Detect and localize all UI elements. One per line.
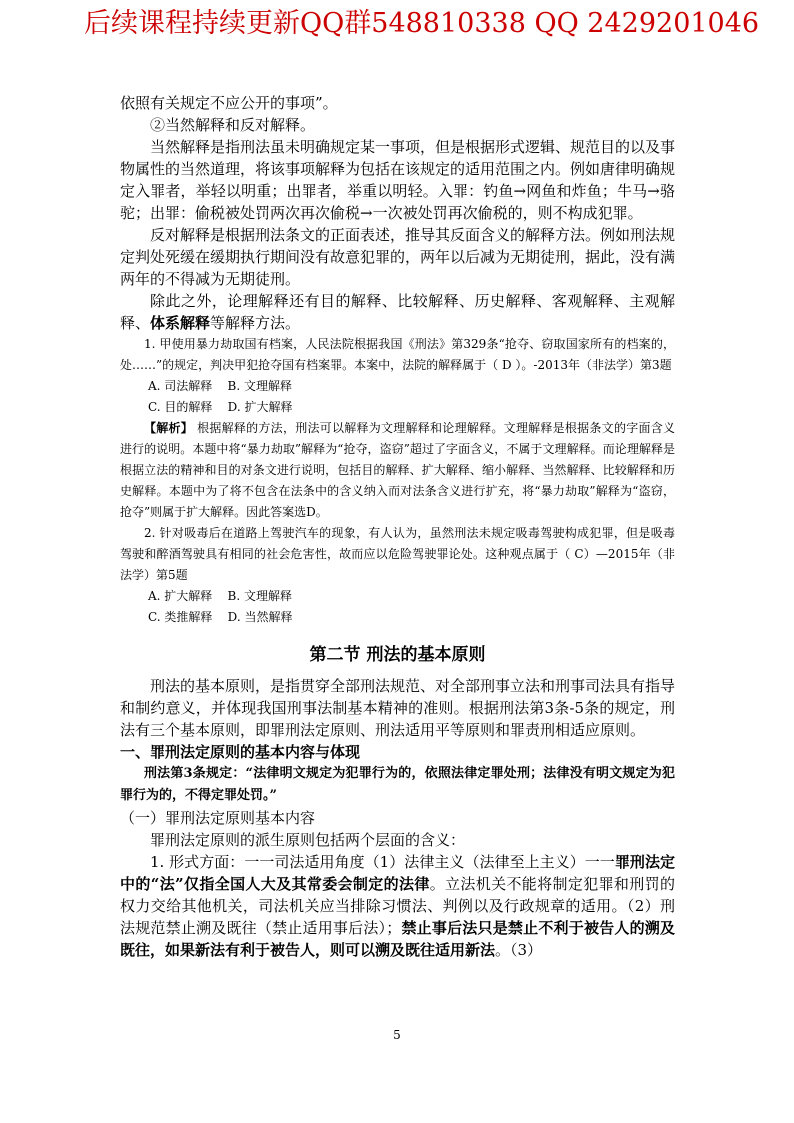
page-number: 5 [393, 1028, 401, 1042]
analysis-text: 根据解释的方法，刑法可以解释为文理解释和论理解释。文理解释是根据条文的字面含义进行的说明。本题中将“暴力劫取”解释为“抢夺，盗窃”超过了字面含义，不属于文理解释。而论理解释是根据立法的精神和目的对条文进行说明，包括目的解释、扩大解释、缩小解释、当然解释、比较解释和历史解释。本题中为了将不包含在法条中的含义纳入而对法条含义进行扩充，将“暴力劫取”解释为“盗窃，抢夺”则属于扩大解释。因此答案选D。 [120, 421, 675, 519]
bold-term: 禁止事后法只是禁止不利于被告人的溯及既往，如果新法有利于被告人，则可以溯及既往适用新法 [120, 919, 675, 959]
question-1-options: A. 司法解释 B. 文理解释 [148, 379, 293, 393]
paragraph: 罪刑法定原则的派生原则包括两个层面的含义： [150, 831, 466, 849]
analysis [120, 418, 675, 523]
paragraph: 刑法的基本原则，是指贯穿全部刑法规范、对全部刑事立法和刑事司法具有指导和制约意义，并体现我国刑事法制基本精神的准则。根据刑法第3条-5条的规定，刑法有三个基本原则，即罪刑法定原则、刑法适用平等原则和罪责刑相适应原则。 [120, 677, 676, 739]
bold-term: 罪刑法定中的“法”仅指全国人大及其常委会制定的法律 [120, 853, 675, 893]
document-body [120, 92, 675, 961]
analysis-label: 【解析】 [144, 421, 194, 435]
question-2-options: A. 扩大解释 B. 文理解释 [148, 589, 293, 603]
paragraph: 依照有关规定不应公开的事项”。 [120, 94, 338, 112]
paragraph [120, 290, 675, 334]
text-run: 等解释方法。 [210, 314, 301, 332]
question-2-options: C. 类推解释 D. 当然解释 [148, 610, 293, 624]
question-2: 2. 针对吸毒后在道路上驾驶汽车的现象，有人认为，虽然刑法未规定吸毒驾驶构成犯罪，但是吸毒驾驶和醉酒驾驶具有相同的社会危害性，故而应以危险驾驶罪论处。这种观点属于（ C）—2015年（非法学）第5题 [120, 526, 675, 582]
text-run: 。（3） [495, 941, 543, 959]
text-run: 1. 形式方面：一一司法适用角度（1）法律主义（法律至上主义）一一 [150, 853, 615, 871]
watermark-banner: 后续课程持续更新QQ群548810338 QQ 2429201046 [84, 8, 760, 39]
text-run: 。立法机关不能将制定犯罪和刑罚的权力交给其他机关，司法机关应当排除习惯法、判例以及行政规章的适用。（2）刑法规范禁止溯及既往（禁止适用事后法）； [120, 875, 675, 937]
question-1-options: C. 目的解释 D. 扩大解释 [148, 400, 293, 414]
bold-term: 体系解释 [150, 314, 211, 332]
text-run: 除此之外，论理解释还有目的解释、比较解释、历史解释、客观解释、主观解释、 [120, 292, 675, 332]
subheading: （一）罪刑法定原则基本内容 [120, 809, 316, 827]
paragraph: ②当然解释和反对解释。 [150, 116, 316, 134]
section-title: 第二节 刑法的基本原则 [309, 645, 486, 665]
paragraph: 反对解释是根据刑法条文的正面表述，推导其反面含义的解释方法。例如刑法规定判处死缓在缓期执行期间没有故意犯罪的，两年以后减为无期徒刑，据此，没有满两年的不得减为无期徒刑。 [120, 226, 676, 288]
question-1: 1. 甲使用暴力劫取国有档案，人民法院根据我国《刑法》第329条“抢夺、窃取国家所有的档案的，处……”的规定，判决甲犯抢夺国有档案罪。本案中，法院的解释属于（ D ）。-2013年（非法学）第3题 [120, 337, 675, 372]
law-quote: 刑法第3条规定：“法律明文规定为犯罪行为的，依照法律定罪处刑；法律没有明文规定为犯罪行为的，不得定罪处罚。” [120, 766, 675, 803]
paragraph: 当然解释是指刑法虽未明确规定某一事项，但是根据形式逻辑、规范目的以及事物属性的当然道理，将该事项解释为包括在该规定的适用范围之内。例如唐律明确规定入罪者，举轻以明重；出罪者，举重以明轻。入罪：钓鱼→网鱼和炸鱼；牛马→骆驼；出罪：偷税被处罚两次再次偷税→一次被处罚再次偷税的，则不构成犯罪。 [120, 138, 676, 222]
paragraph [120, 851, 675, 961]
heading: 一、罪刑法定原则的基本内容与体现 [120, 743, 361, 761]
